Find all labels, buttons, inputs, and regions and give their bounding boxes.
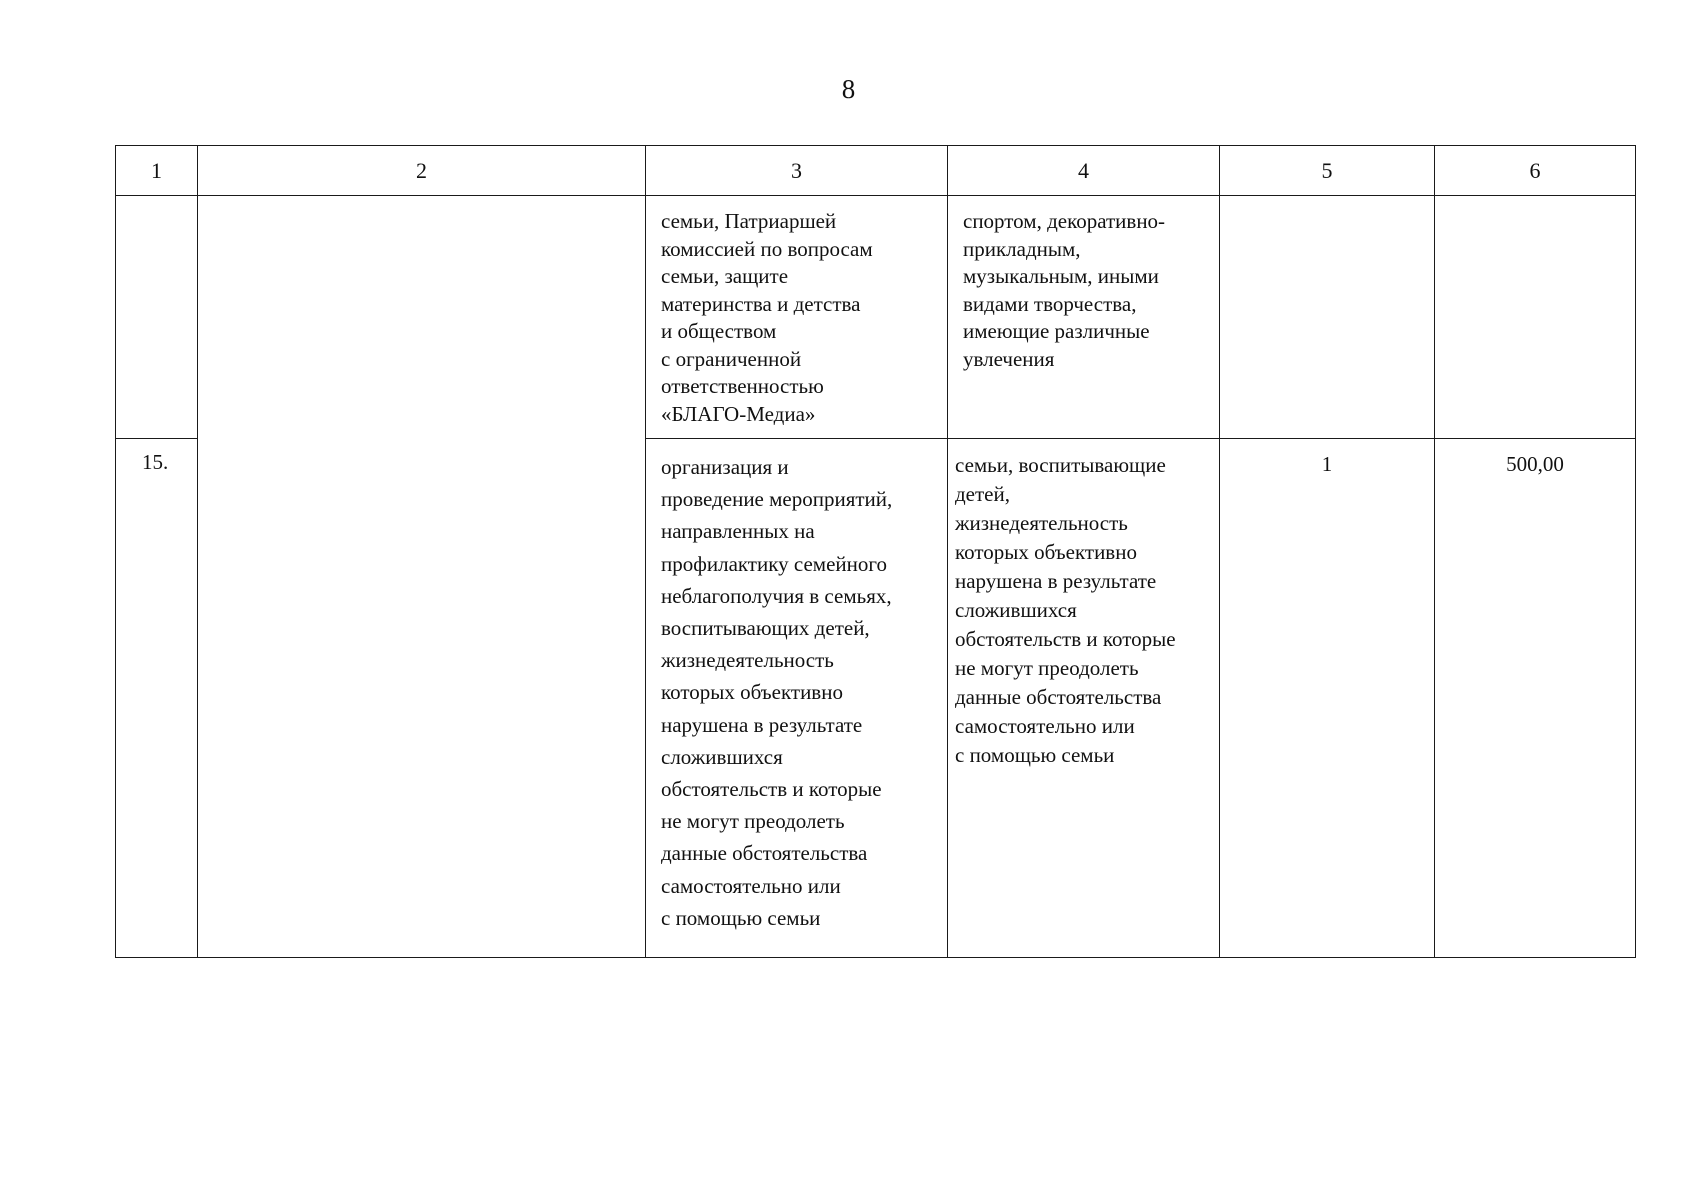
cell-number-empty (116, 196, 198, 439)
cell-col5-value: 1 (1321, 452, 1333, 476)
cell-col3 (646, 196, 948, 439)
page-number: 8 (841, 74, 856, 104)
table-header-row (116, 146, 1636, 196)
cell-col5 (1220, 439, 1435, 958)
column-header-6: 6 (1435, 146, 1636, 196)
cell-col4-text: спортом, декоративно- прикладным, музыкальным, иными видами творчества, имеющие различные увлечения (963, 209, 1166, 371)
cell-col4 (948, 439, 1220, 958)
cell-col6-value: 500,00 (1506, 452, 1564, 476)
cell-col4 (948, 196, 1220, 439)
column-header-4: 4 (948, 146, 1220, 196)
column-header-1: 1 (116, 146, 198, 196)
data-table (115, 145, 1636, 958)
cell-col4-text: семьи, воспитывающие детей, жизнедеятельность которых объективно нарушена в результате сложившихся обстоятельств и которые не могут преодолеть данные обстоятельства самостоятельно или с помощью семьи (955, 453, 1176, 767)
column-header-3: 3 (646, 146, 948, 196)
cell-row-number (116, 439, 198, 958)
cell-col3-text: организация и проведение мероприятий, направленных на профилактику семейного неблагополучия в семьях, воспитывающих детей, жизнедеятельность которых объективно нарушена в результате сложившихся обстоятельств и которые не могут преодолеть данные обстоятельства самостоятельно или с помощью семьи (661, 455, 893, 930)
table-row-continuation (116, 196, 1636, 439)
cell-col5-empty (1220, 196, 1435, 439)
cell-col6-empty (1435, 196, 1636, 439)
column-header-5: 5 (1220, 146, 1435, 196)
cell-col6 (1435, 439, 1636, 958)
column-header-2: 2 (198, 146, 646, 196)
cell-col3 (646, 439, 948, 958)
cell-col3-text: семьи, Патриаршей комиссией по вопросам семьи, защите материнства и детства и обществом с ограниченной ответственностью «БЛАГО-Медиа» (661, 209, 873, 426)
cell-col2-empty (198, 196, 646, 958)
row-number-text: 15. (142, 450, 169, 474)
